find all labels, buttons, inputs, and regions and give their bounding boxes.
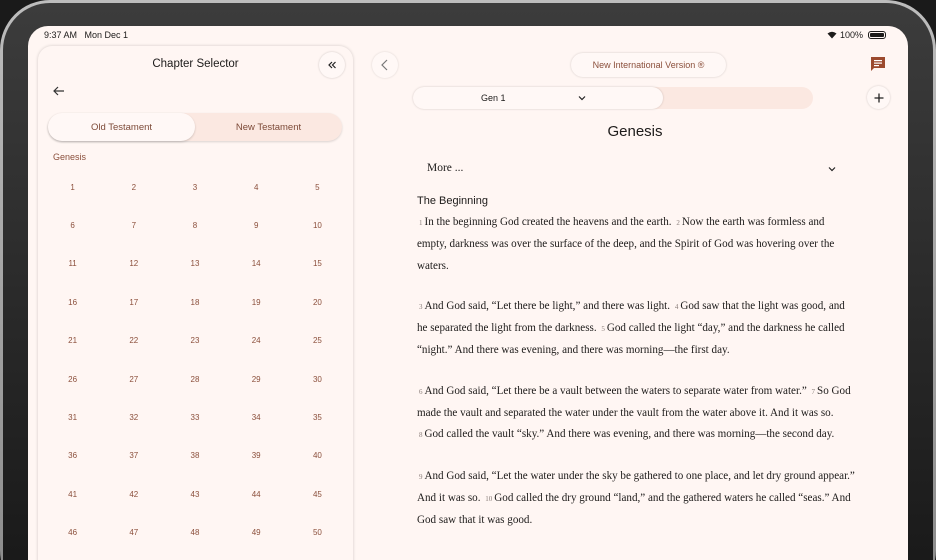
chapter-36[interactable]: 36 [68,451,78,461]
chapter-22[interactable]: 22 [129,336,139,346]
chapter-3[interactable]: 3 [192,182,198,192]
chapter-10[interactable]: 10 [312,221,322,231]
chapter-11[interactable]: 11 [68,259,77,269]
chapter-16[interactable]: 16 [68,297,78,307]
chapter-28[interactable]: 28 [190,374,200,384]
chapter-2[interactable]: 2 [131,182,137,192]
add-button[interactable] [867,86,890,109]
chapter-29[interactable]: 29 [251,374,261,384]
paragraph [417,466,857,532]
chapter-48[interactable]: 48 [190,528,200,538]
battery-percent: 100% [839,30,863,40]
chapter-18[interactable]: 18 [190,297,200,307]
status-time: 9:37 AM Mon Dec 1 [44,30,129,40]
chapter-19[interactable]: 19 [251,297,261,307]
chapter-dropdown-label: Gen 1 [481,93,506,103]
arrow-left-icon[interactable] [52,84,66,98]
verse-number[interactable]: 6 [419,387,423,396]
verse-text[interactable]: God called the vault “sky.” And there was evening, and there was morning—the second day. [424,428,835,441]
verse-number[interactable]: 1 [419,219,423,227]
chapter-33[interactable]: 33 [190,413,200,423]
chapter-selector-panel [38,46,353,560]
paragraph [417,212,857,277]
chapter-38[interactable]: 38 [190,451,200,461]
verse-text[interactable]: And God said, “Let the water under the sky be gathered to one place, and let dry ground appear.” And it was so. [417,469,855,504]
verse-number[interactable]: 4 [674,302,679,311]
chapter-1[interactable]: 1 [70,182,75,192]
notes-icon[interactable] [870,56,886,72]
verse-number[interactable]: 2 [676,219,680,227]
more-dropdown[interactable] [427,162,837,176]
verse-number[interactable]: 7 [811,387,816,396]
status-bar [28,26,908,46]
chapter-50[interactable]: 50 [312,528,322,538]
collapse-panel-button[interactable] [319,52,345,78]
chapter-21[interactable]: 21 [68,336,78,346]
chapter-17[interactable]: 17 [129,297,139,307]
chapter-44[interactable]: 44 [251,489,261,499]
chapter-6[interactable]: 6 [70,221,75,231]
chapter-27[interactable]: 27 [129,374,139,384]
chapter-40[interactable]: 40 [312,451,322,461]
testament-toggle [48,113,342,141]
tab-new-testament[interactable]: New Testament [235,121,302,133]
previous-button[interactable] [372,52,398,78]
plus-icon [874,93,884,103]
book-label: Genesis [53,152,87,162]
chapter-8[interactable]: 8 [192,221,198,231]
battery-icon [868,31,886,39]
chapter-46[interactable]: 46 [68,528,78,538]
chapter-23[interactable]: 23 [190,336,200,346]
chapter-42[interactable]: 42 [129,489,139,499]
chapter-9[interactable]: 9 [253,221,259,231]
chapter-35[interactable]: 35 [312,413,322,423]
book-title: Genesis [607,123,663,140]
chapter-7[interactable]: 7 [131,221,137,231]
chapter-45[interactable]: 45 [312,489,322,499]
chapter-20[interactable]: 20 [312,297,322,307]
chapter-bar [413,87,813,109]
chapter-4[interactable]: 4 [253,182,259,192]
wifi-icon [827,31,837,39]
verse-number[interactable]: 3 [419,302,423,311]
verse-number[interactable]: 9 [419,472,423,481]
chapter-47[interactable]: 47 [129,528,139,538]
verse-text[interactable]: God called the dry ground “land,” and the gathered waters he called “seas.” And God saw that it was good. [417,491,851,527]
chapter-34[interactable]: 34 [251,413,261,423]
chapter-14[interactable]: 14 [251,259,261,269]
chapter-49[interactable]: 49 [251,528,261,538]
verse-text[interactable]: God saw that the light was good, and he separated the light from the darkness. [417,299,845,335]
chapter-39[interactable]: 39 [251,451,261,461]
paragraph [417,296,857,362]
paragraphs [417,212,857,532]
chapter-30[interactable]: 30 [312,374,322,384]
chapter-24[interactable]: 24 [251,336,261,346]
verse-text[interactable]: In the beginning God created the heavens and the earth. [424,216,675,228]
scripture-text [417,195,857,551]
section-heading: The Beginning [417,195,488,207]
chevron-down-icon [577,93,587,103]
chapter-25[interactable]: 25 [312,336,322,346]
status-right [827,30,886,40]
more-label: More ... [427,162,464,174]
verse-text[interactable]: God called the light “day,” and the darkness he called “night.” And there was evening, and there was morning—the first day. [417,322,845,357]
double-chevron-left-icon [327,60,337,70]
verse-text[interactable]: So God made the vault and separated the water under the vault from the water above it. And it was so. [417,384,851,420]
chapter-32[interactable]: 32 [129,413,139,423]
tab-old-testament[interactable]: Old Testament [48,113,195,141]
verse-number[interactable]: 8 [419,431,423,440]
verse-number[interactable]: 5 [601,325,605,334]
chapter-5[interactable]: 5 [315,182,320,192]
chapter-26[interactable]: 26 [68,374,78,384]
panel-title: Chapter Selector [152,58,239,70]
chapter-41[interactable]: 41 [68,489,78,499]
version-selector[interactable]: New International Version ® [571,53,726,77]
verse-number[interactable]: 10 [485,494,493,503]
chevron-down-icon [827,164,837,174]
chevron-left-icon [380,59,390,71]
verse-text[interactable]: And God said, “Let there be light,” and there was light. [424,299,673,312]
chapter-15[interactable]: 15 [312,259,322,269]
chapter-dropdown[interactable] [413,87,663,109]
paragraph [417,381,857,447]
chapter-13[interactable]: 13 [190,259,200,269]
chapter-37[interactable]: 37 [129,451,139,461]
screen [28,26,908,560]
chapter-grid [42,168,348,552]
chapter-12[interactable]: 12 [129,259,139,269]
verse-text[interactable]: And God said, “Let there be a vault between the waters to separate water from water.” [424,384,810,397]
verse-text[interactable]: Now the earth was formless and empty, darkness was over the surface of the deep, and the Spirit of God was hovering over the waters. [417,216,835,272]
chapter-43[interactable]: 43 [190,489,200,499]
chapter-31[interactable]: 31 [68,413,78,423]
